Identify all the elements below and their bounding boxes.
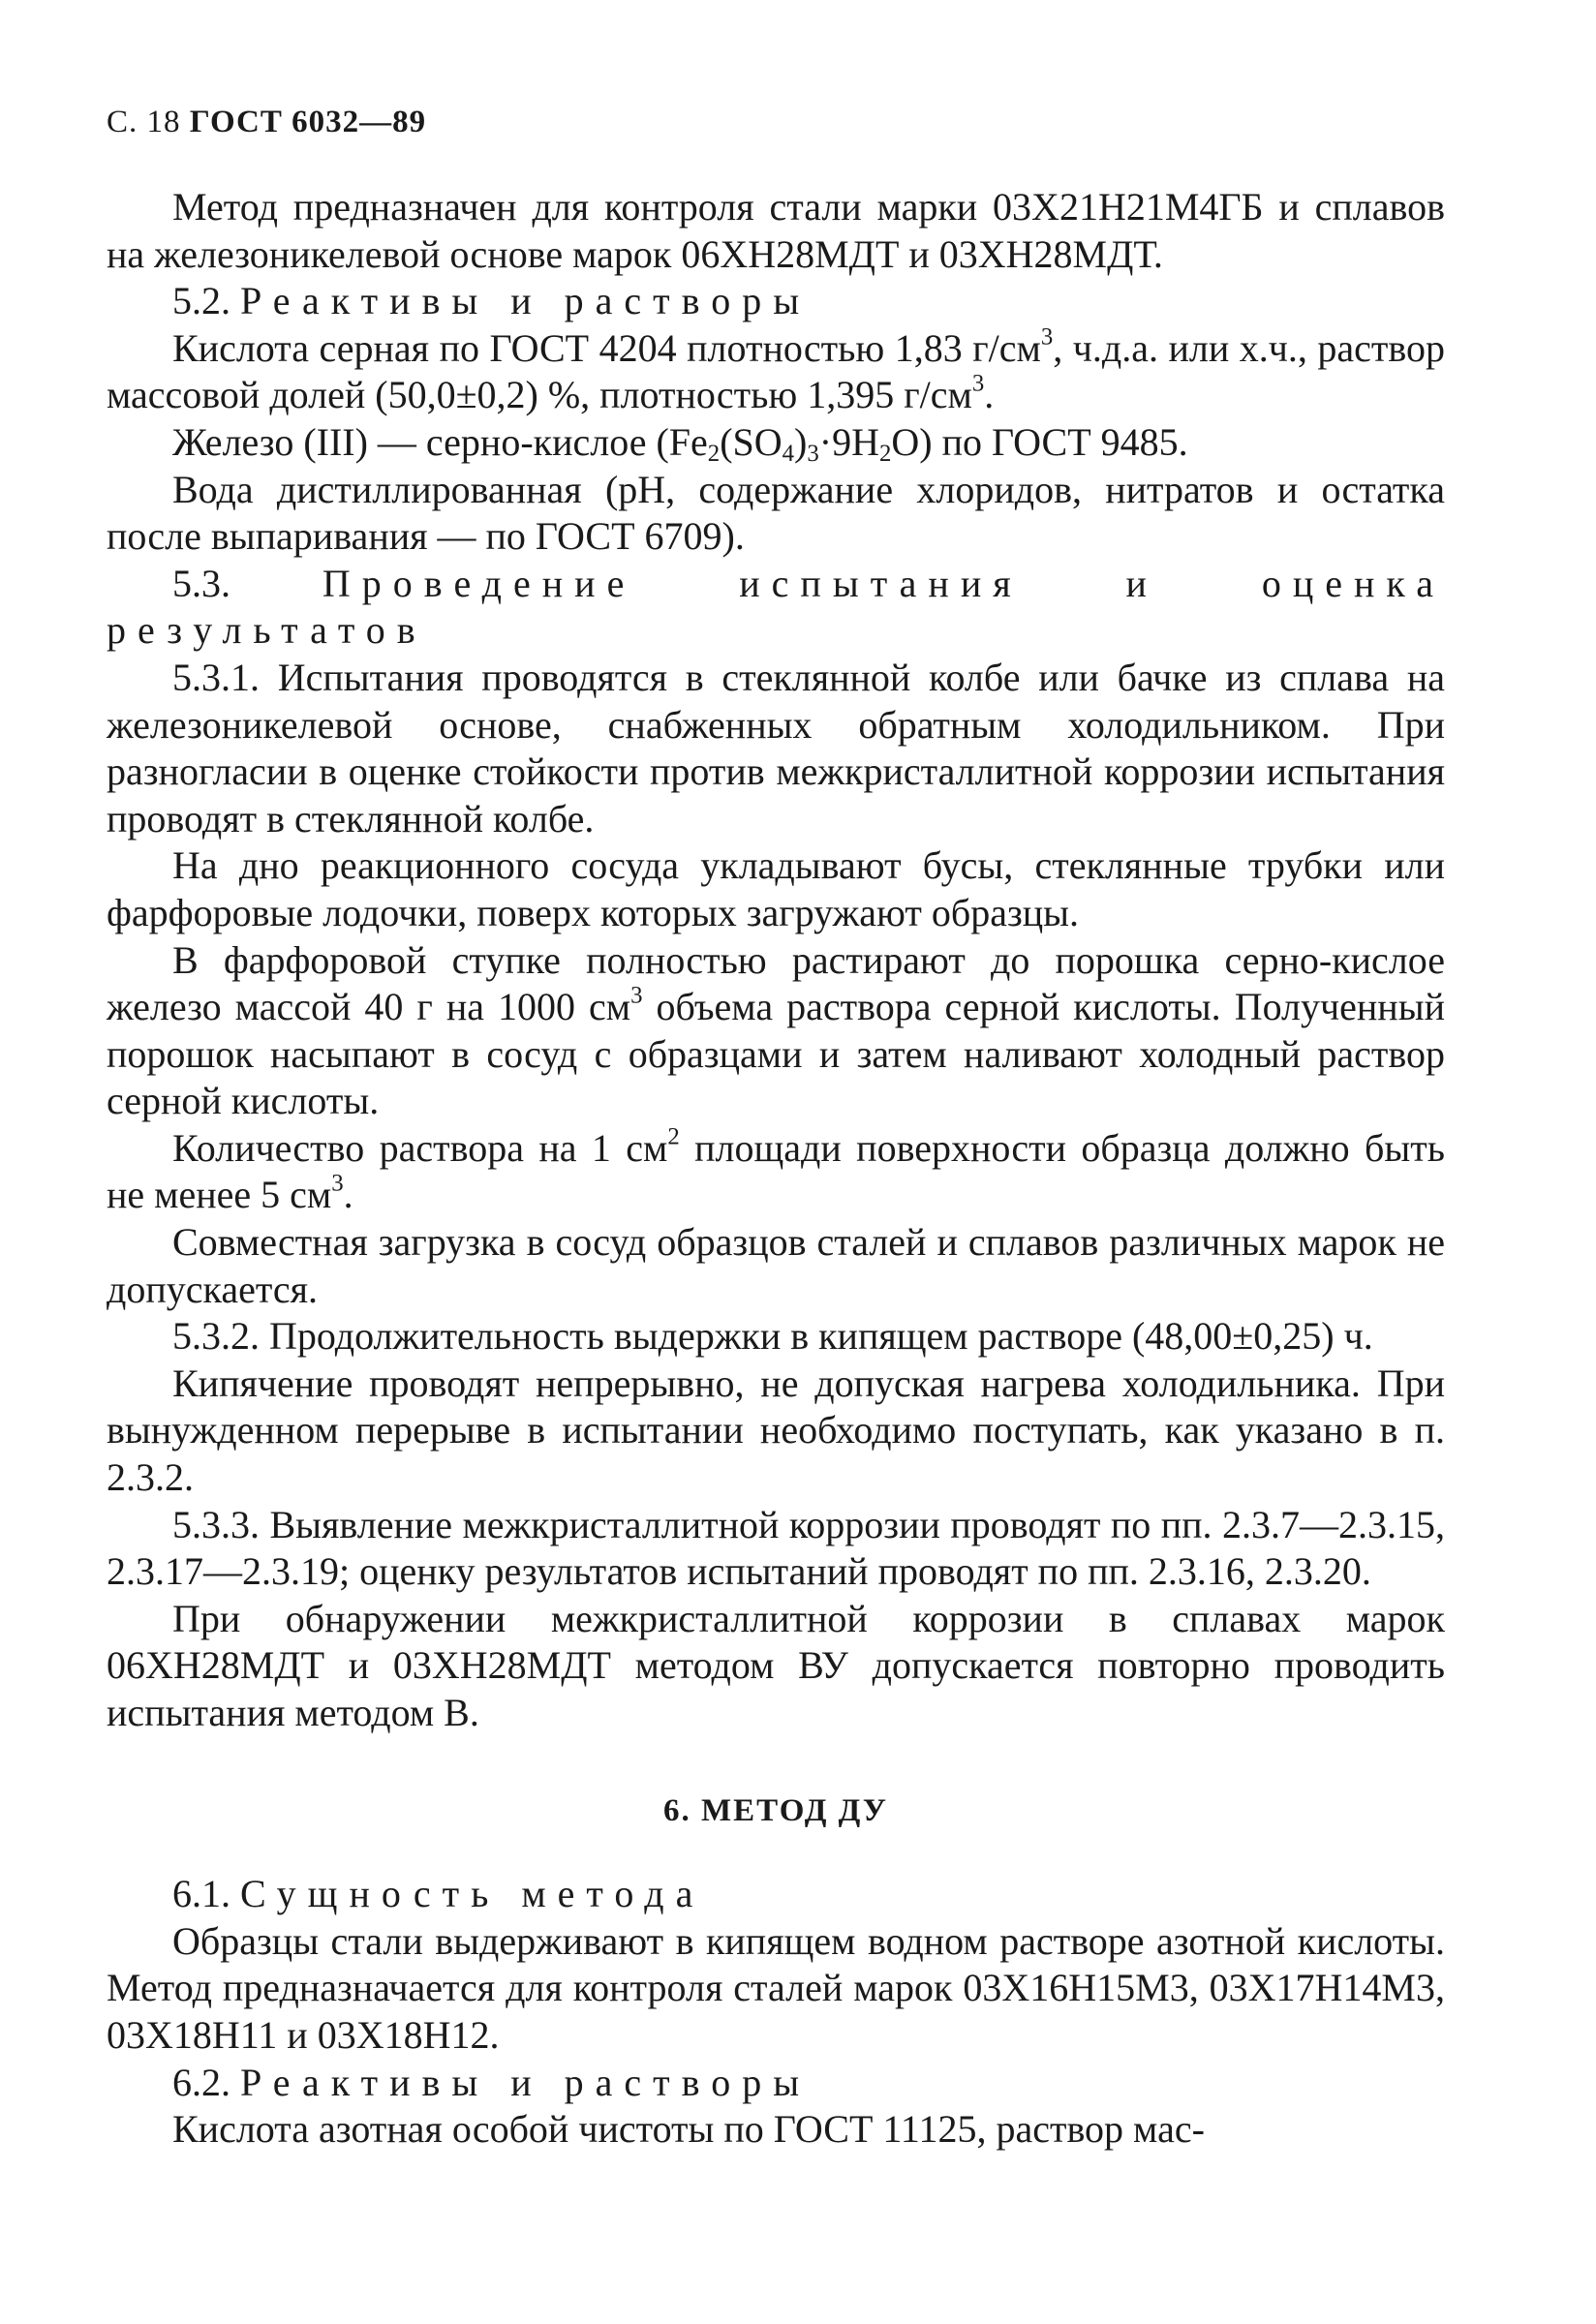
superscript: 3 — [331, 1171, 344, 1198]
superscript: 3 — [630, 982, 643, 1009]
paragraph-mortar — [107, 937, 1445, 1125]
subscript: 2 — [707, 441, 721, 468]
superscript: 3 — [1040, 323, 1054, 351]
text-run: , ч.д.а. или х.ч., раствор массовой долей (50,0±0,2) %, плотностью 1,395 г/см — [107, 325, 1445, 417]
paragraph-5-3-2: 5.3.2. Продолжительность выдержки в кипящем растворе (48,00±0,25) ч. — [172, 1314, 1373, 1359]
section-heading-6: 6. МЕТОД ДУ — [662, 1792, 889, 1828]
page-number: С. 18 — [107, 105, 181, 139]
paragraph-method-purpose: Метод предназначен для контроля стали марки 03Х21Н21М4ГБ и сплавов на железоникелевой основе марок 06ХН28МДТ и 03ХН28МДТ. — [107, 185, 1445, 276]
paragraph-sulfuric-acid — [107, 325, 1445, 419]
paragraph-distilled-water: Вода дистиллированная (pH, содержание хлоридов, нитратов и остатка после выпаривания — по ГОСТ 6709). — [107, 467, 1445, 559]
paragraph-5-3-3: 5.3.3. Выявление межкристаллитной коррозии проводят по пп. 2.3.7—2.3.15, 2.3.17—2.3.19; оценку результатов испытаний проводят по пп. 2.3.16, 2.3.20. — [107, 1502, 1445, 1594]
paragraph-joint-loading: Совместная загрузка в сосуд образцов сталей и сплавов различных марок не допускается. — [107, 1220, 1445, 1311]
subscript: 3 — [807, 441, 819, 468]
paragraph-nitric-acid: Кислота азотная особой чистоты по ГОСТ 11125, раствор мас- — [172, 2107, 1205, 2152]
paragraph-boiling: Кипячение проводят непрерывно, не допуская нагрева холодильника. При вынужденном перерыве в испытании необходимо поступать, как указано в п. 2.3.2. — [107, 1361, 1445, 1500]
text-run: Кислота серная по ГОСТ 4204 плотностью 1,83 г/см — [172, 325, 1041, 370]
paragraph-solution-quantity — [107, 1125, 1445, 1219]
superscript: 2 — [667, 1123, 680, 1150]
subsection-title: Проведение испытания и оценка результатов — [107, 561, 1445, 653]
text-run: ·9H — [818, 419, 879, 464]
subsection-title: Реактивы и растворы — [240, 279, 812, 323]
subsection-number: 6.2. — [172, 2060, 230, 2104]
subsection-heading-5-3 — [107, 561, 1445, 655]
text-run: ) — [794, 419, 808, 464]
subsection-number: 5.2. — [172, 279, 230, 323]
text-run: . — [343, 1173, 353, 1217]
paragraph-method-essence: Образцы стали выдерживают в кипящем водном растворе азотной кислоты. Метод предназначается для контроля сталей марок 03Х16Н15М3, 03Х17Н14М3, 03Х18Н11 и 03Х18Н12. — [107, 1918, 1445, 2057]
subsection-heading-6-2 — [107, 2060, 1445, 2107]
text-run: объема раствора серной кислоты. Полученный порошок насыпают в сосуд с образцами и затем наливают холодный раствор серной кислоты. — [107, 985, 1445, 1123]
text-run: (SO — [720, 419, 783, 464]
subscript: 4 — [782, 441, 795, 468]
subsection-heading-5-2 — [107, 278, 1445, 325]
text-run: В фарфоровой ступке полностью растирают до порошка серно-кислое железо массой 40 г на 1000 см — [107, 937, 1445, 1029]
subsection-heading-6-1 — [107, 1871, 1445, 1918]
standard-designation: ГОСТ 6032—89 — [189, 105, 427, 139]
text-run: площади поверхности образца должно быть не менее 5 см — [107, 1125, 1445, 1217]
paragraph-vessel-bottom: На дно реакционного сосуда укладывают бусы, стеклянные трубки или фарфоровые лодочки, поверх которых загружают образцы. — [107, 843, 1445, 934]
subsection-number: 5.3. — [172, 561, 230, 605]
text-run: Железо (III) — серно-кислое (Fe — [172, 419, 708, 464]
subsection-title: Реактивы и растворы — [240, 2060, 812, 2104]
page-header — [107, 105, 426, 140]
text-column — [107, 184, 1445, 2154]
superscript: 3 — [971, 371, 985, 398]
text-run: O) по ГОСТ 9485. — [891, 419, 1188, 464]
paragraph-iron-sulfate — [107, 419, 1445, 467]
paragraph-detection: При обнаружении межкристаллитной коррозии в сплавах марок 06ХН28МДТ и 03ХН28МДТ методом ВУ допускается повторно проводить испытания методом В. — [107, 1596, 1445, 1734]
paragraph-5-3-1: 5.3.1. Испытания проводятся в стеклянной колбе или бачке из сплава на железоникелевой основе, снабженных обратным холодильником. При разногласии в оценке стойкости против межкристаллитной коррозии испытания проводят в стеклянной колбе. — [107, 655, 1445, 841]
subsection-title: Сущность метода — [240, 1872, 705, 1916]
text-run: . — [984, 373, 995, 417]
subscript: 2 — [879, 441, 892, 468]
text-run: Количество раствора на 1 см — [172, 1125, 668, 1170]
subsection-number: 6.1. — [172, 1872, 230, 1916]
